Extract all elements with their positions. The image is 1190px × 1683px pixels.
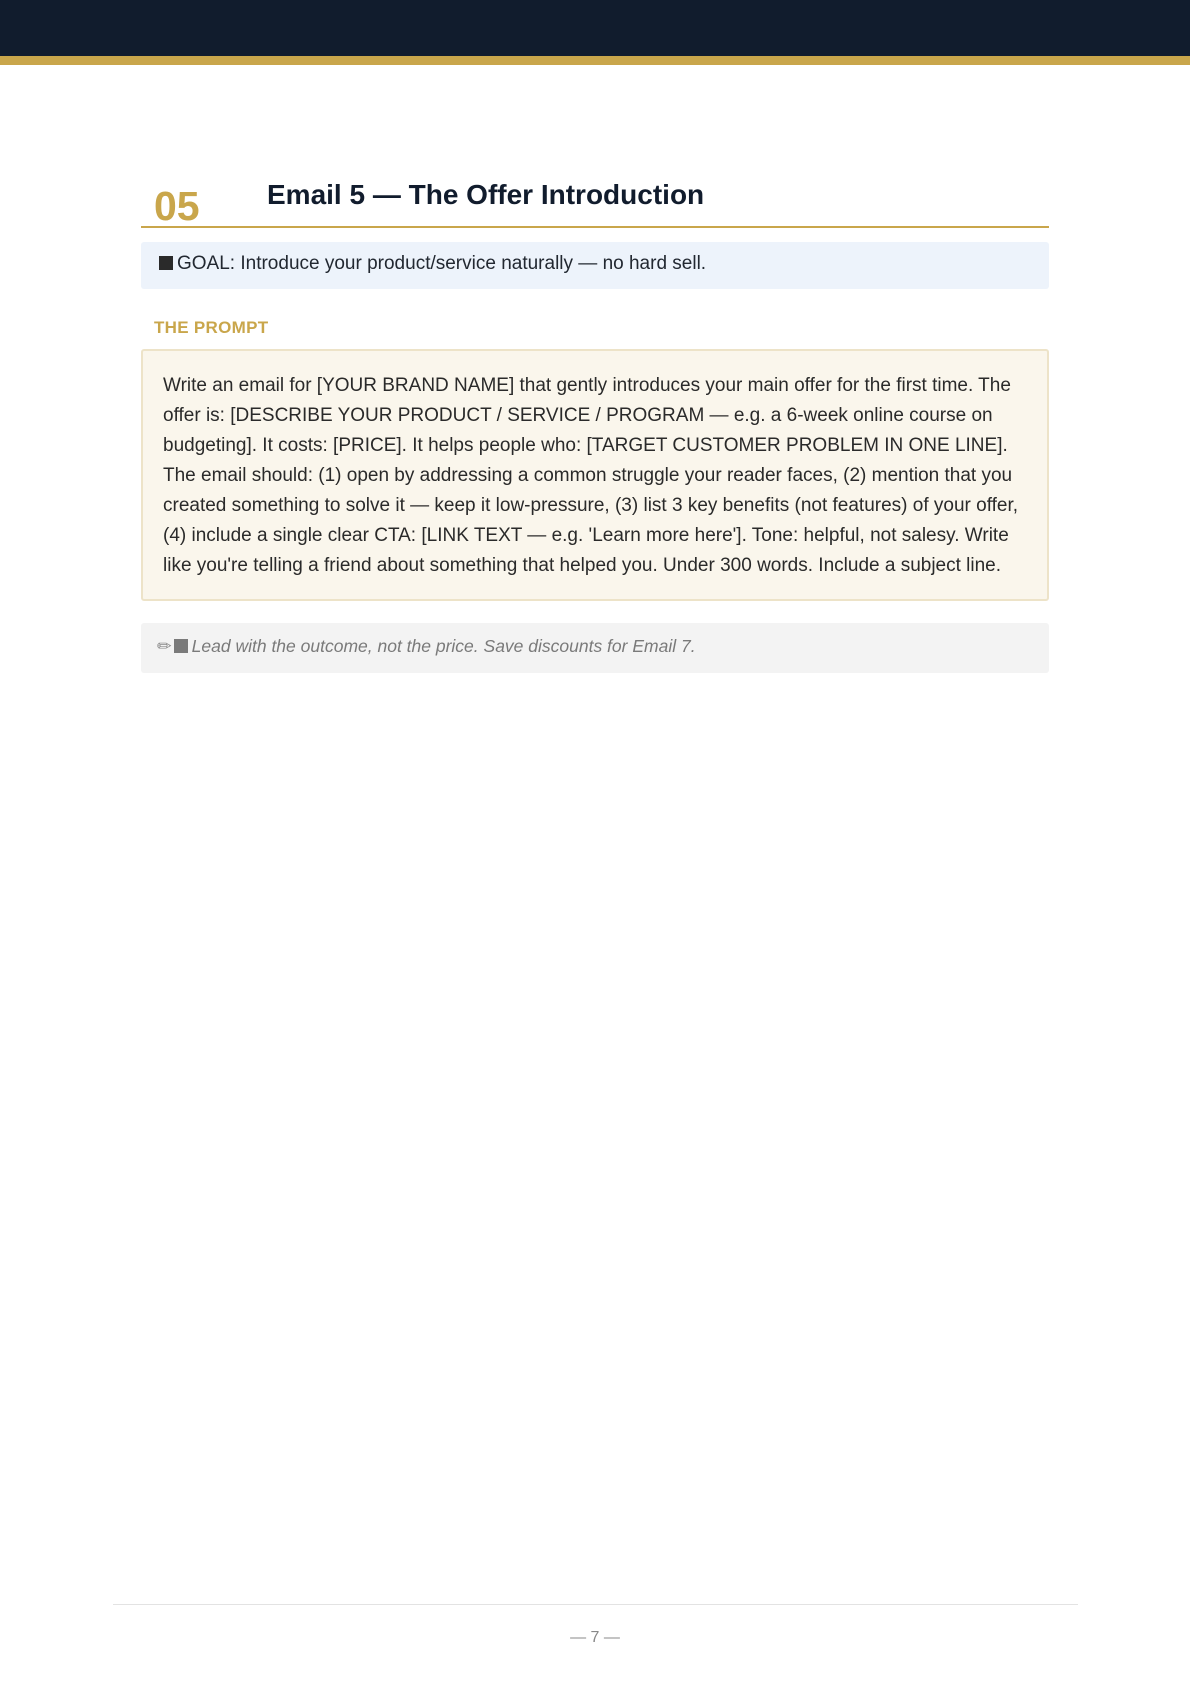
section-number: 05 — [154, 183, 200, 229]
page-number: — 7 — — [570, 1629, 620, 1646]
header-accent-stripe — [0, 56, 1190, 65]
goal-callout — [141, 242, 1049, 289]
prompt-box — [141, 349, 1049, 601]
square-bullet-icon — [174, 639, 188, 653]
tip-text: Lead with the outcome, not the price. Save discounts for Email 7. — [191, 636, 696, 656]
prompt-text: Write an email for [YOUR BRAND NAME] that gently introduces your main offer for the first time. The offer is: [DESCRIBE YOUR PRODUCT / SERVICE / PROGRAM — e.g. a 6-week online course on budgeting]. It costs: [PRICE]. It helps people who: [TARGET CUSTOMER PROBLEM IN ONE LINE]. The email should: (1) open by addressing a common struggle your reader faces, (2) mention that you created something to solve it — keep it low-pressure, (3) list 3 key benefits (not features) of your offer, (4) include a single clear CTA: [LINK TEXT — e.g. 'Learn more here']. Tone: helpful, not salesy. Write like you're telling a friend about something that helped you. Under 300 words. Include a subject line. — [163, 375, 1019, 576]
prompt-label: THE PROMPT — [154, 318, 269, 337]
section-title: Email 5 — The Offer Introduction — [267, 179, 705, 210]
footer-divider — [113, 1604, 1078, 1605]
tip-callout — [141, 623, 1049, 673]
header-band — [0, 0, 1190, 56]
section-header — [141, 170, 1049, 228]
square-bullet-icon — [159, 256, 173, 270]
pencil-icon: ✏ — [157, 636, 172, 656]
goal-text: GOAL: Introduce your product/service naturally — no hard sell. — [177, 253, 707, 274]
